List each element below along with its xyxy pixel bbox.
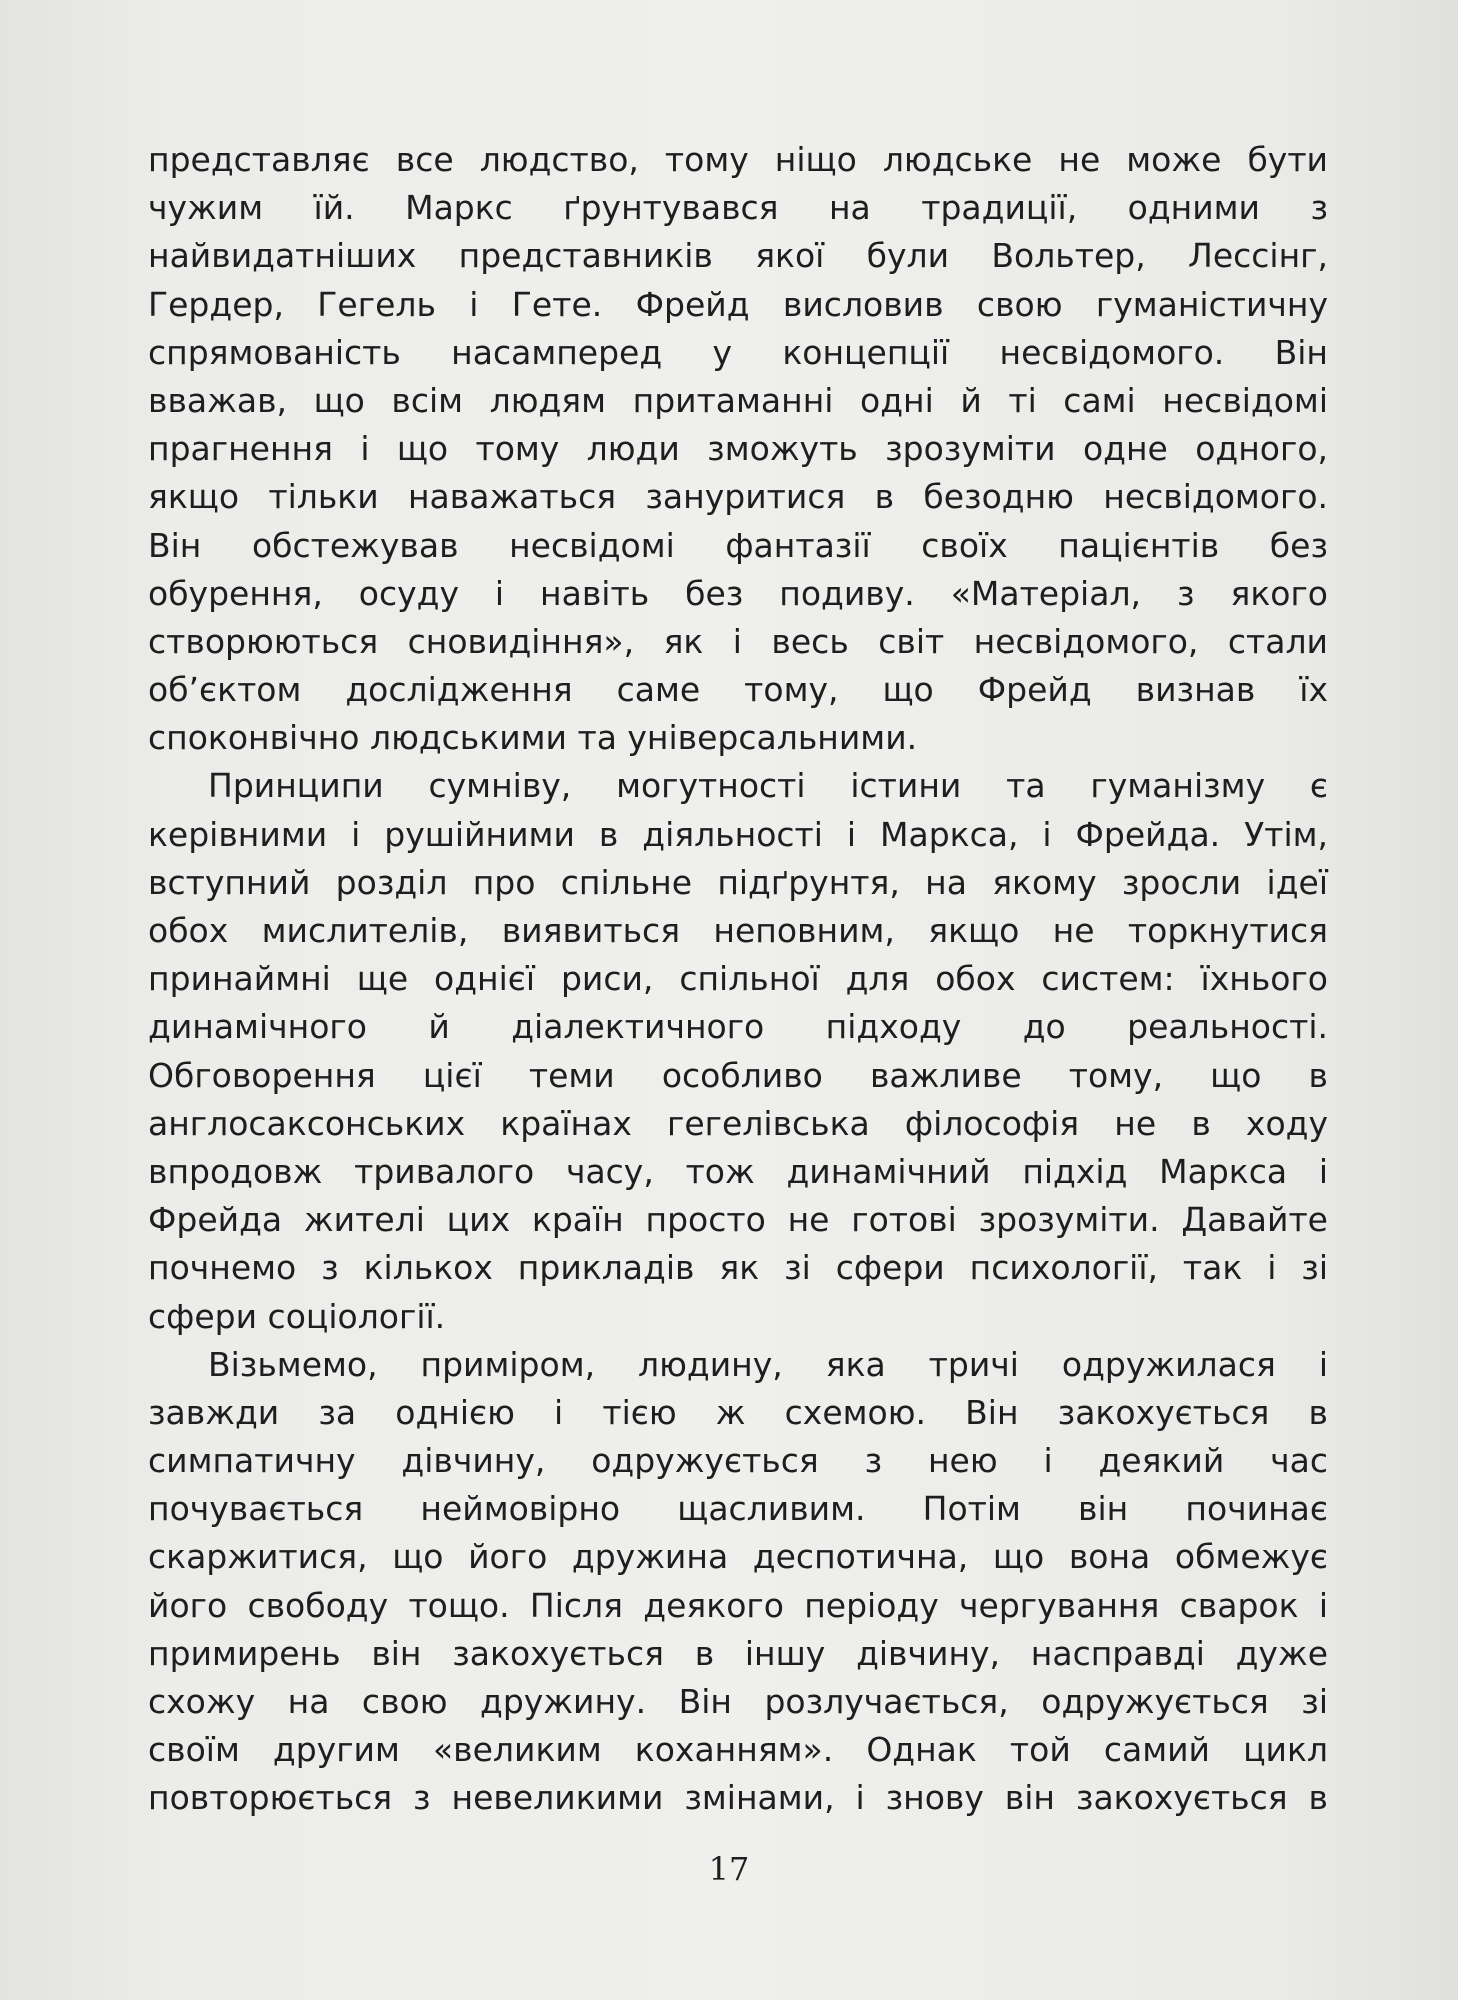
text-line: своїм другим «великим коханням». Однак той самий цикл [148,1730,1328,1770]
text-line: почнемо з кількох прикладів як зі сфери психології, так і зі [148,1248,1328,1288]
text-line: скаржитися, що його дружина деспотична, що вона обмежує [148,1537,1328,1577]
text-line: об’єктом дослідження саме тому, що Фрейд визнав їх [148,670,1328,710]
text-line: повторюється з невеликими змінами, і знову він закохується в [148,1778,1328,1818]
text-line: Фрейда жителі цих країн просто не готові зрозуміти. Давайте [148,1200,1328,1240]
paragraph [148,1341,1328,1823]
text-line: примирень він закохується в іншу дівчину, насправді дуже [148,1633,1328,1673]
page-number: 17 [708,1850,750,1888]
paragraph [148,762,1328,1340]
text-line: сфери соціології. [148,1296,446,1336]
text-line: вважав, що всім людям притаманні одні й ті самі несвідомі [148,380,1328,420]
text-line: динамічного й діалектичного підходу до реальності. [148,1007,1328,1047]
text-line: Принципи сумніву, могутності істини та гуманізму є [208,766,1328,806]
text-line: принаймні ще однієї риси, спільної для обох систем: їхнього [148,959,1328,999]
text-line: якщо тільки наважаться зануритися в безодню несвідомого. [148,477,1328,517]
text-line: Гердер, Гегель і Гете. Фрейд висловив свою гуманістичну [148,284,1328,324]
text-line: схожу на свою дружину. Він розлучається, одружується зі [148,1682,1328,1721]
text-line: споконвічно людськими та універсальними. [148,718,918,758]
text-line: завжди за однією і тією ж схемою. Він закохується в [148,1392,1328,1432]
text-line: симпатичну дівчину, одружується з нею і деякий час [148,1441,1328,1481]
text-line: обурення, осуду і навіть без подиву. «Матеріал, з якого [148,573,1328,613]
text-line: керівними і рушійними в діяльності і Маркса, і Фрейда. Утім, [148,814,1328,854]
text-line: представляє все людство, тому ніщо людське не може бути [148,140,1328,179]
text-line: впродовж тривалого часу, тож динамічний підхід Маркса і [148,1151,1328,1191]
text-line: Візьмемо, приміром, людину, яка тричі одружилася і [208,1344,1328,1384]
text-line: почувається неймовірно щасливим. Потім він починає [148,1489,1328,1529]
paragraph [148,136,1328,762]
text-line: створюються сновидіння», як і весь світ несвідомого, стали [148,621,1328,661]
text-line: Він обстежував несвідомі фантазії своїх пацієнтів без [148,525,1328,565]
text-line: прагнення і що тому люди зможуть зрозуміти одне одного, [148,429,1328,469]
text-line: обох мислителів, виявиться неповним, якщо не торкнутися [148,911,1328,950]
text-line: найвидатніших представників якої були Вольтер, Лессінг, [148,236,1328,276]
text-line: спрямованість насамперед у концепції несвідомого. Він [148,332,1328,372]
text-line: його свободу тощо. Після деякого періоду чергування сварок і [148,1585,1328,1625]
body-text [148,136,1328,1823]
text-line: чужим їй. Маркс ґрунтувався на традиції, одними з [148,188,1328,228]
text-line: англосаксонських країнах гегелівська філософія не в ходу [148,1103,1328,1143]
text-line: Обговорення цієї теми особливо важливе тому, що в [148,1055,1328,1095]
text-line: вступний розділ про спільне підґрунтя, на якому зросли ідеї [148,862,1328,902]
